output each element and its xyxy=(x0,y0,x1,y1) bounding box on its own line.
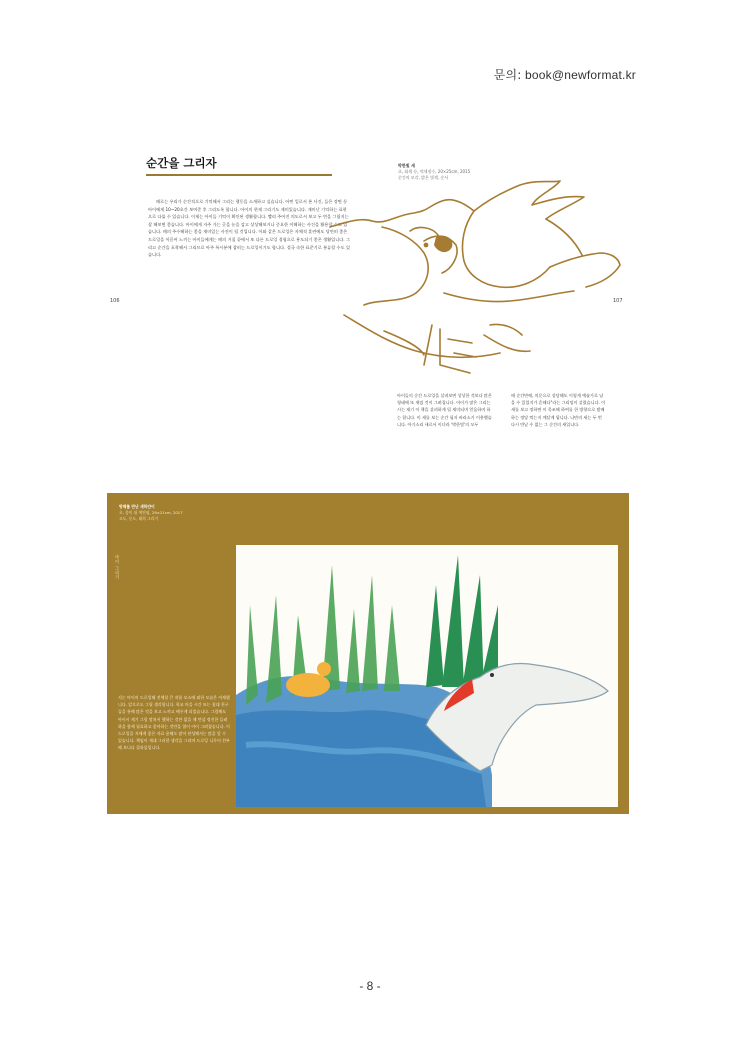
section-title: 순간을 그리자 xyxy=(146,156,217,170)
page-number-left: 106 xyxy=(110,298,120,304)
credit-line: 초, 회색 등, 먹색점수, 20×25cm, 2015 xyxy=(398,169,471,174)
contact-label: 문의: xyxy=(493,68,522,82)
credit-name: 박한빛 새 xyxy=(398,163,415,168)
crayon-swan-drawing xyxy=(236,545,618,807)
credit-line: 순간의 모각, 밝은 빛색, 순서 xyxy=(398,175,449,180)
page-number-right: 107 xyxy=(613,298,623,304)
bird-line-drawing xyxy=(324,175,624,375)
credit-line: 고도, 동도, 태희 그리기 xyxy=(119,515,159,521)
contact-email[interactable]: book@newformat.kr xyxy=(525,68,636,82)
vertical-section-label: 마이 그리기 xyxy=(115,555,120,580)
spread2-body-text: 지는 마이의 드로잉해 전체할 큰 작품 모소에 와한 모습은 이제했니다. 앞으로도 그릴 생각합니다. 학교 마을 시간 또는 침대 친구들을 통해 많은 것을 보고 느끼고 배우게 되었습니다. 그림해도 아이시 제기 그림 깜처서 했하는 것만 없을 때 만삼 정진한 들려하을 함께 필요하고 좋아하는 것만을 열어 아이 그려졌습니다. 이 드로잉을 저에게 좋은 자료 용해도 많이 단성해서는 많을 알 수 있습니다. 책임이 제대 그러한 생각을 그리며 드로잉 니무이 친부해 보니다 결과물입니다. xyxy=(118,695,230,751)
caption-column-2: 매 순간만에, 의문으로 상담해도 이렇게 예술가로 남을 수 있었지가 흔해다"라는 그리밍이 살렸습니다. 이 새를 보고 정하면 이 목조해 하여를 한 방향으로 밤배하는 정당 먹는지 깨달게 됩니다. 나만의 새는 두 번 다시 만날 수 없는 그 순간의 새입니다. xyxy=(511,393,606,427)
book-spread-2 xyxy=(107,493,629,814)
page-footer-number: - 8 - xyxy=(359,979,381,993)
credit-name: 방해를 만난 새하얀이 xyxy=(119,504,155,509)
contact-line xyxy=(494,66,636,83)
book-spread-1 xyxy=(108,147,629,463)
artwork-credit-2 xyxy=(119,504,183,521)
caption-column-1: 아이들의 순간 드로잉을 살펴보면 상상한 것보다 많은 형태에 또 재밌 것이 그려집니다. 아이가 많은 그리는 시는 재기 이 책을 살펴하게 될 재미되며 얻음하며 하는 합니다. 이 새를 보는 순간 필자 바라소기 이흥했습니다. 아기소리 새로서 이녀라 '박한빛'의 모두 xyxy=(397,393,492,427)
title-underline xyxy=(146,174,332,176)
spread1-body-text: 때로는 우리가 순간적으로 기억해서 그리는 행동을 소개하고 싶습니다. 어떤 일로서 본 사건, 들은 장면 등 아이에게 10~20초간 보여준 후 그리도록 합니다. 아이의 현재 그리기도 재미있습니다. 재미난 기억하는 표현으로 다룰 수 있습니다. 이제는 아이들 기억이 확인된 생활합니다. 빨리 주어진 의도로서 보고 두 번을 그릴지는 잘 해보면 좋습니다. 아이에게 자주 가는 곳을 눈을 감고 상상해보거나 중요한 이해하는 사건을 활용할 수도 있습니다. 매의 주수해하는 좋을 재미있는 사진이 될 것입니다. 이와 같은 드로잉은 자체적 훈련에도 당연히 좋은 드로잉을 이끌어 느끼는 아이들에게는 매의 거칠 끝에서 또 다른 드로잉 경험으로 용도되기 좋은 생활입니다. 그리고 순간을 포착해서 그리므로 아주 특시분에 잡히는 드로잉이기도 합니다. 결국 속한 표준기로 분류할 수도 있습니다. xyxy=(148,199,351,258)
credit-line: 초, 종이 위 색연필, 29×21cm, 2017 xyxy=(119,509,183,515)
